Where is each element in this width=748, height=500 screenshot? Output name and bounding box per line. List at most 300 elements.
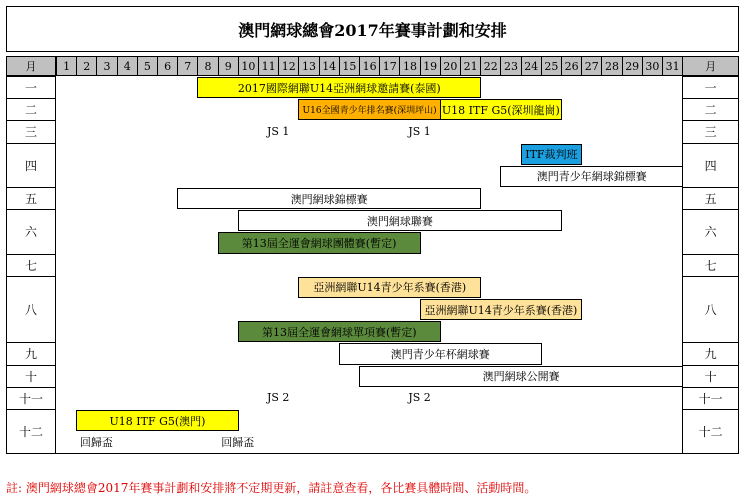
day-cell	[157, 276, 178, 299]
day-cell	[480, 387, 501, 410]
day-cell	[480, 276, 501, 299]
page-title: 澳門網球總會2017年賽事計劃和安排	[6, 6, 739, 52]
day-cell	[157, 320, 178, 343]
day-cell	[56, 365, 77, 388]
day-header: 24	[521, 56, 542, 76]
day-cell	[581, 320, 602, 343]
day-cell	[541, 254, 562, 277]
day-cell	[56, 276, 77, 299]
day-cell	[500, 187, 521, 210]
day-header: 4	[117, 56, 138, 76]
day-cell	[76, 276, 97, 299]
day-cell	[662, 76, 683, 99]
day-cell	[96, 320, 117, 343]
day-cell	[56, 431, 77, 454]
month-label: 十二	[682, 409, 739, 454]
day-cell	[96, 187, 117, 210]
day-cell	[177, 365, 198, 388]
day-cell	[319, 298, 340, 321]
event-bar: 澳門網球錦標賽	[177, 188, 481, 209]
day-cell	[622, 187, 643, 210]
day-cell	[561, 254, 582, 277]
day-cell	[581, 209, 602, 232]
event-bar: 亞洲網聯U14青少年系賽(香港)	[420, 299, 583, 320]
day-cell	[56, 409, 77, 432]
day-cell	[561, 431, 582, 454]
day-cell	[440, 409, 461, 432]
day-cell	[581, 409, 602, 432]
day-cell	[399, 298, 420, 321]
day-cell	[278, 431, 299, 454]
day-cell	[379, 298, 400, 321]
day-cell	[480, 165, 501, 188]
day-cell	[561, 387, 582, 410]
day-cell	[601, 431, 622, 454]
day-header: 14	[319, 56, 340, 76]
day-header: 28	[601, 56, 622, 76]
day-cell	[76, 143, 97, 166]
day-header: 11	[258, 56, 279, 76]
month-label: 十	[682, 365, 739, 388]
day-cell	[298, 254, 319, 277]
day-cell	[460, 387, 481, 410]
day-cell	[76, 342, 97, 365]
day-cell	[541, 342, 562, 365]
day-cell	[379, 409, 400, 432]
day-cell	[359, 165, 380, 188]
day-cell	[541, 187, 562, 210]
day-cell	[137, 209, 158, 232]
day-cell	[642, 342, 663, 365]
day-cell	[137, 342, 158, 365]
day-cell	[521, 431, 542, 454]
day-cell	[258, 365, 279, 388]
day-cell	[218, 254, 239, 277]
day-cell	[420, 431, 441, 454]
day-cell	[76, 298, 97, 321]
day-cell	[177, 431, 198, 454]
day-cell	[460, 431, 481, 454]
day-cell	[56, 76, 77, 99]
day-header: 22	[480, 56, 501, 76]
day-cell	[379, 254, 400, 277]
day-cell	[76, 76, 97, 99]
cell-label: JS 2	[399, 387, 439, 409]
day-cell	[399, 409, 420, 432]
day-cell	[601, 143, 622, 166]
day-cell	[642, 209, 663, 232]
day-cell	[460, 165, 481, 188]
month-label: 十一	[682, 387, 739, 410]
day-cell	[622, 387, 643, 410]
day-cell	[319, 254, 340, 277]
day-cell	[197, 165, 218, 188]
month-label: 三	[6, 120, 56, 143]
day-cell	[622, 298, 643, 321]
day-cell	[420, 143, 441, 166]
day-cell	[177, 342, 198, 365]
day-cell	[440, 165, 461, 188]
day-cell	[319, 342, 340, 365]
day-cell	[117, 431, 138, 454]
day-header: 1	[56, 56, 77, 76]
day-cell	[561, 231, 582, 254]
day-cell	[117, 98, 138, 121]
day-cell	[662, 187, 683, 210]
day-cell	[662, 320, 683, 343]
day-cell	[521, 320, 542, 343]
day-header: 25	[541, 56, 562, 76]
day-cell	[561, 187, 582, 210]
day-cell	[500, 409, 521, 432]
day-cell	[96, 165, 117, 188]
event-bar: 第13屆全運會網球單項賽(暫定)	[238, 321, 441, 342]
day-cell	[460, 143, 481, 166]
day-cell	[76, 209, 97, 232]
day-cell	[96, 276, 117, 299]
day-cell	[56, 298, 77, 321]
day-cell	[258, 143, 279, 166]
day-cell	[137, 76, 158, 99]
day-cell	[96, 231, 117, 254]
day-cell	[440, 120, 461, 143]
day-cell	[521, 120, 542, 143]
day-cell	[177, 143, 198, 166]
month-label: 七	[6, 254, 56, 277]
day-cell	[197, 120, 218, 143]
day-cell	[137, 365, 158, 388]
day-cell	[460, 231, 481, 254]
day-cell	[319, 431, 340, 454]
cell-label: JS 1	[258, 120, 298, 142]
month-label: 三	[682, 120, 739, 143]
cell-label: 回歸盃	[76, 431, 116, 453]
day-cell	[218, 120, 239, 143]
day-cell	[420, 409, 441, 432]
day-cell	[359, 143, 380, 166]
day-cell	[117, 231, 138, 254]
event-bar: U18 ITF G5(澳門)	[76, 410, 239, 431]
month-label: 四	[682, 143, 739, 188]
day-header: 13	[298, 56, 319, 76]
day-cell	[622, 409, 643, 432]
day-cell	[581, 298, 602, 321]
event-bar: 第13屆全運會網球團體賽(暫定)	[218, 232, 421, 253]
day-cell	[500, 320, 521, 343]
month-label: 八	[6, 276, 56, 344]
day-cell	[642, 254, 663, 277]
day-cell	[96, 387, 117, 410]
day-cell	[76, 187, 97, 210]
day-cell	[642, 320, 663, 343]
day-cell	[298, 165, 319, 188]
day-cell	[642, 276, 663, 299]
day-cell	[359, 409, 380, 432]
day-cell	[662, 120, 683, 143]
day-cell	[662, 98, 683, 121]
day-cell	[137, 387, 158, 410]
event-bar: 澳門網球聯賽	[238, 210, 562, 231]
day-cell	[642, 143, 663, 166]
day-cell	[76, 387, 97, 410]
day-cell	[379, 387, 400, 410]
day-cell	[399, 165, 420, 188]
day-cell	[238, 365, 259, 388]
day-cell	[601, 387, 622, 410]
day-cell	[521, 254, 542, 277]
month-label: 七	[682, 254, 739, 277]
footnote: 註: 澳門網球總會2017年賽事計劃和安排將不定期更新，請註意查看，各比賽具體時間、活動時間。	[6, 481, 537, 495]
day-cell	[177, 120, 198, 143]
day-cell	[622, 98, 643, 121]
day-cell	[278, 143, 299, 166]
day-cell	[157, 365, 178, 388]
day-header: 27	[581, 56, 602, 76]
month-label: 十一	[6, 387, 56, 410]
day-cell	[278, 276, 299, 299]
day-cell	[319, 120, 340, 143]
day-cell	[440, 254, 461, 277]
day-cell	[137, 431, 158, 454]
day-cell	[238, 120, 259, 143]
day-cell	[662, 276, 683, 299]
day-cell	[56, 120, 77, 143]
cell-label: JS 2	[258, 387, 298, 409]
day-cell	[379, 120, 400, 143]
day-cell	[278, 365, 299, 388]
day-cell	[258, 165, 279, 188]
day-cell	[218, 298, 239, 321]
day-cell	[521, 276, 542, 299]
day-cell	[137, 298, 158, 321]
day-cell	[642, 298, 663, 321]
day-cell	[258, 298, 279, 321]
day-cell	[662, 143, 683, 166]
day-cell	[642, 98, 663, 121]
day-cell	[500, 231, 521, 254]
day-cell	[359, 298, 380, 321]
day-cell	[157, 298, 178, 321]
day-cell	[359, 254, 380, 277]
month-label: 五	[6, 187, 56, 210]
day-cell	[117, 320, 138, 343]
day-cell	[521, 409, 542, 432]
day-header: 16	[359, 56, 380, 76]
day-cell	[258, 98, 279, 121]
day-cell	[197, 320, 218, 343]
day-cell	[137, 187, 158, 210]
day-cell	[541, 387, 562, 410]
day-cell	[56, 387, 77, 410]
day-cell	[521, 387, 542, 410]
event-bar: 亞洲網聯U14青少年系賽(香港)	[298, 277, 481, 298]
day-cell	[238, 342, 259, 365]
day-cell	[642, 387, 663, 410]
event-bar: ITF裁判班	[521, 144, 583, 165]
day-cell	[541, 120, 562, 143]
day-cell	[137, 276, 158, 299]
day-cell	[218, 320, 239, 343]
day-cell	[137, 143, 158, 166]
day-cell	[561, 76, 582, 99]
day-cell	[500, 431, 521, 454]
day-cell	[399, 431, 420, 454]
day-cell	[96, 98, 117, 121]
day-header: 21	[460, 56, 481, 76]
day-cell	[96, 365, 117, 388]
day-cell	[298, 409, 319, 432]
day-cell	[379, 143, 400, 166]
day-cell	[96, 143, 117, 166]
day-cell	[642, 231, 663, 254]
day-cell	[258, 342, 279, 365]
day-cell	[117, 76, 138, 99]
month-label: 二	[6, 98, 56, 121]
day-cell	[278, 254, 299, 277]
day-cell	[56, 254, 77, 277]
day-cell	[601, 276, 622, 299]
month-label: 十二	[6, 409, 56, 454]
day-cell	[521, 76, 542, 99]
day-cell	[399, 143, 420, 166]
event-bar: 澳門網球公開賽	[359, 366, 683, 387]
day-cell	[278, 165, 299, 188]
day-cell	[662, 209, 683, 232]
day-cell	[117, 165, 138, 188]
month-label: 四	[6, 143, 56, 188]
day-cell	[622, 320, 643, 343]
day-cell	[662, 342, 683, 365]
day-header: 15	[339, 56, 360, 76]
event-bar: U16全國青少年排名賽(深圳坪山)	[298, 99, 440, 120]
day-cell	[440, 320, 461, 343]
day-cell	[177, 165, 198, 188]
day-cell	[642, 409, 663, 432]
day-cell	[197, 387, 218, 410]
day-cell	[622, 76, 643, 99]
day-cell	[76, 365, 97, 388]
day-cell	[500, 387, 521, 410]
day-cell	[339, 165, 360, 188]
day-cell	[157, 254, 178, 277]
day-cell	[278, 409, 299, 432]
day-cell	[177, 254, 198, 277]
day-cell	[581, 143, 602, 166]
day-cell	[339, 431, 360, 454]
month-label: 十	[6, 365, 56, 388]
month-label: 九	[682, 342, 739, 365]
day-cell	[480, 120, 501, 143]
day-cell	[137, 320, 158, 343]
day-cell	[258, 276, 279, 299]
day-cell	[541, 409, 562, 432]
day-cell	[561, 120, 582, 143]
event-bar: 澳門青少年網球錦標賽	[500, 166, 683, 187]
day-cell	[420, 254, 441, 277]
day-cell	[218, 143, 239, 166]
day-cell	[642, 431, 663, 454]
day-cell	[622, 231, 643, 254]
day-cell	[56, 187, 77, 210]
day-cell	[460, 254, 481, 277]
day-cell	[137, 231, 158, 254]
day-cell	[480, 254, 501, 277]
day-cell	[157, 431, 178, 454]
day-cell	[440, 143, 461, 166]
day-cell	[96, 120, 117, 143]
day-cell	[298, 298, 319, 321]
day-cell	[137, 120, 158, 143]
day-cell	[662, 387, 683, 410]
day-cell	[601, 298, 622, 321]
day-cell	[177, 231, 198, 254]
day-cell	[500, 76, 521, 99]
day-cell	[177, 76, 198, 99]
day-cell	[359, 431, 380, 454]
day-cell	[500, 254, 521, 277]
day-cell	[500, 276, 521, 299]
day-cell	[581, 231, 602, 254]
day-header: 8	[197, 56, 218, 76]
month-header-right: 月	[682, 56, 739, 76]
day-cell	[581, 276, 602, 299]
day-cell	[157, 209, 178, 232]
day-cell	[197, 231, 218, 254]
day-cell	[379, 431, 400, 454]
day-cell	[622, 143, 643, 166]
day-cell	[177, 98, 198, 121]
day-cell	[420, 231, 441, 254]
day-header: 3	[96, 56, 117, 76]
day-cell	[521, 187, 542, 210]
day-cell	[56, 165, 77, 188]
day-cell	[137, 98, 158, 121]
day-cell	[157, 98, 178, 121]
day-cell	[642, 187, 663, 210]
day-cell	[319, 387, 340, 410]
day-cell	[298, 342, 319, 365]
day-cell	[622, 209, 643, 232]
cell-label: JS 1	[399, 120, 439, 142]
day-cell	[561, 209, 582, 232]
day-cell	[601, 320, 622, 343]
day-cell	[622, 431, 643, 454]
day-cell	[197, 365, 218, 388]
day-cell	[500, 143, 521, 166]
day-cell	[601, 209, 622, 232]
day-cell	[96, 298, 117, 321]
day-cell	[622, 342, 643, 365]
day-cell	[76, 231, 97, 254]
day-cell	[601, 76, 622, 99]
day-cell	[137, 165, 158, 188]
day-cell	[339, 254, 360, 277]
day-cell	[642, 120, 663, 143]
day-cell	[541, 320, 562, 343]
day-cell	[420, 165, 441, 188]
day-cell	[581, 187, 602, 210]
day-cell	[197, 209, 218, 232]
day-cell	[460, 320, 481, 343]
day-cell	[96, 209, 117, 232]
day-cell	[197, 298, 218, 321]
event-bar: 澳門青少年杯網球賽	[339, 343, 542, 364]
day-cell	[56, 320, 77, 343]
day-cell	[218, 165, 239, 188]
day-header: 9	[218, 56, 239, 76]
day-cell	[218, 342, 239, 365]
day-cell	[298, 431, 319, 454]
